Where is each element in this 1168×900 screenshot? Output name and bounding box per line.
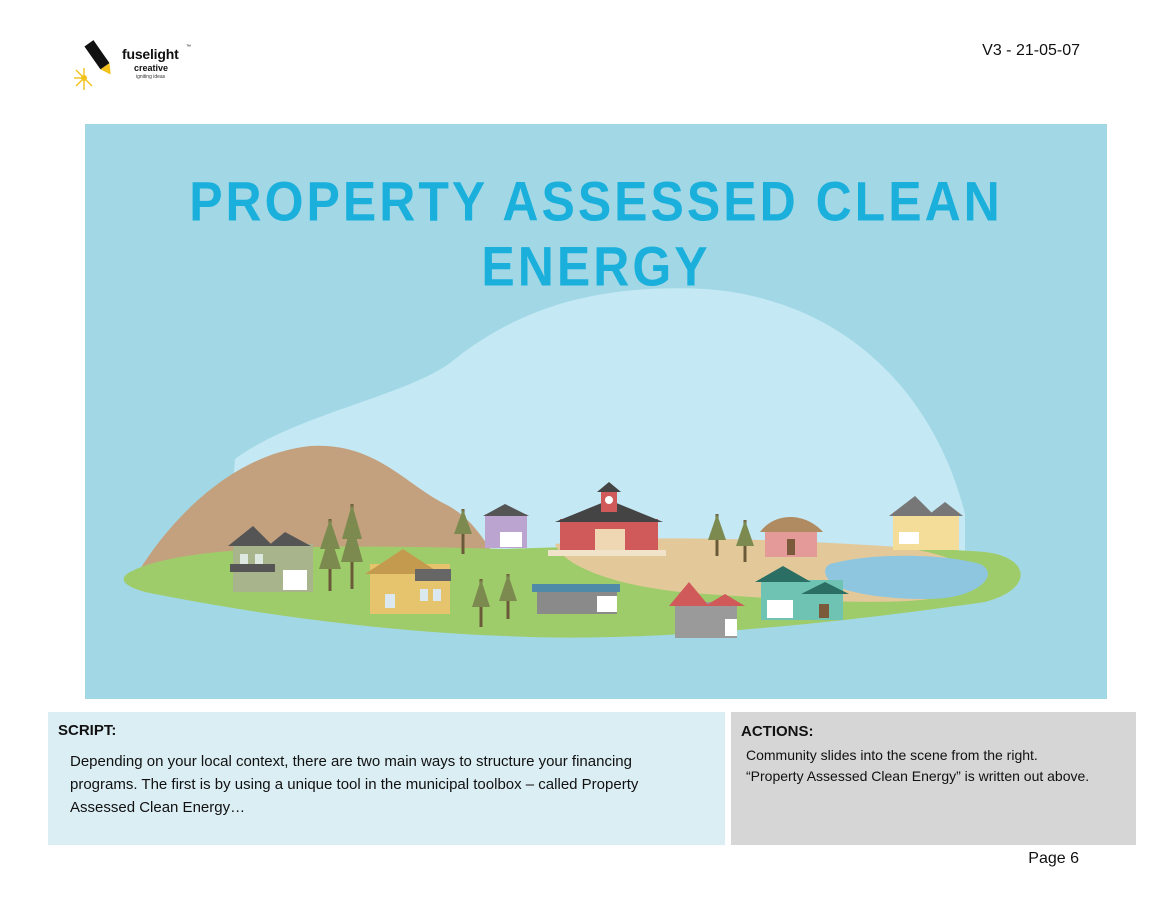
logo-trademark: ™ bbox=[186, 44, 191, 50]
scene-illustration bbox=[85, 124, 1107, 699]
page-number: Page 6 bbox=[1028, 850, 1079, 867]
logo-subtitle: creative bbox=[134, 63, 169, 73]
scene-title: PROPERTY ASSESSED CLEAN ENERGY bbox=[189, 170, 1003, 298]
action-line-1: Community slides into the scene from the right. bbox=[746, 747, 1038, 763]
script-panel bbox=[48, 712, 725, 845]
script-label: SCRIPT: bbox=[58, 722, 117, 739]
actions-text bbox=[746, 745, 1131, 787]
version-label: V3 - 21-05-07 bbox=[982, 42, 1080, 59]
logo-wordmark: fuselight bbox=[122, 46, 179, 62]
actions-label: ACTIONS: bbox=[741, 723, 814, 740]
action-line-2: “Property Assessed Clean Energy” is written out above. bbox=[746, 768, 1090, 784]
script-text: Depending on your local context, there are two main ways to structure your financing programs. The first is by using a unique tool in the municipal toolbox – called Property Assessed Clean Energy… bbox=[70, 753, 639, 816]
logo-tagline: igniting ideas bbox=[136, 74, 166, 80]
pencil-spark-icon bbox=[72, 38, 122, 94]
actions-panel bbox=[731, 712, 1136, 845]
fuselight-logo bbox=[72, 38, 202, 94]
building-long bbox=[532, 584, 620, 614]
